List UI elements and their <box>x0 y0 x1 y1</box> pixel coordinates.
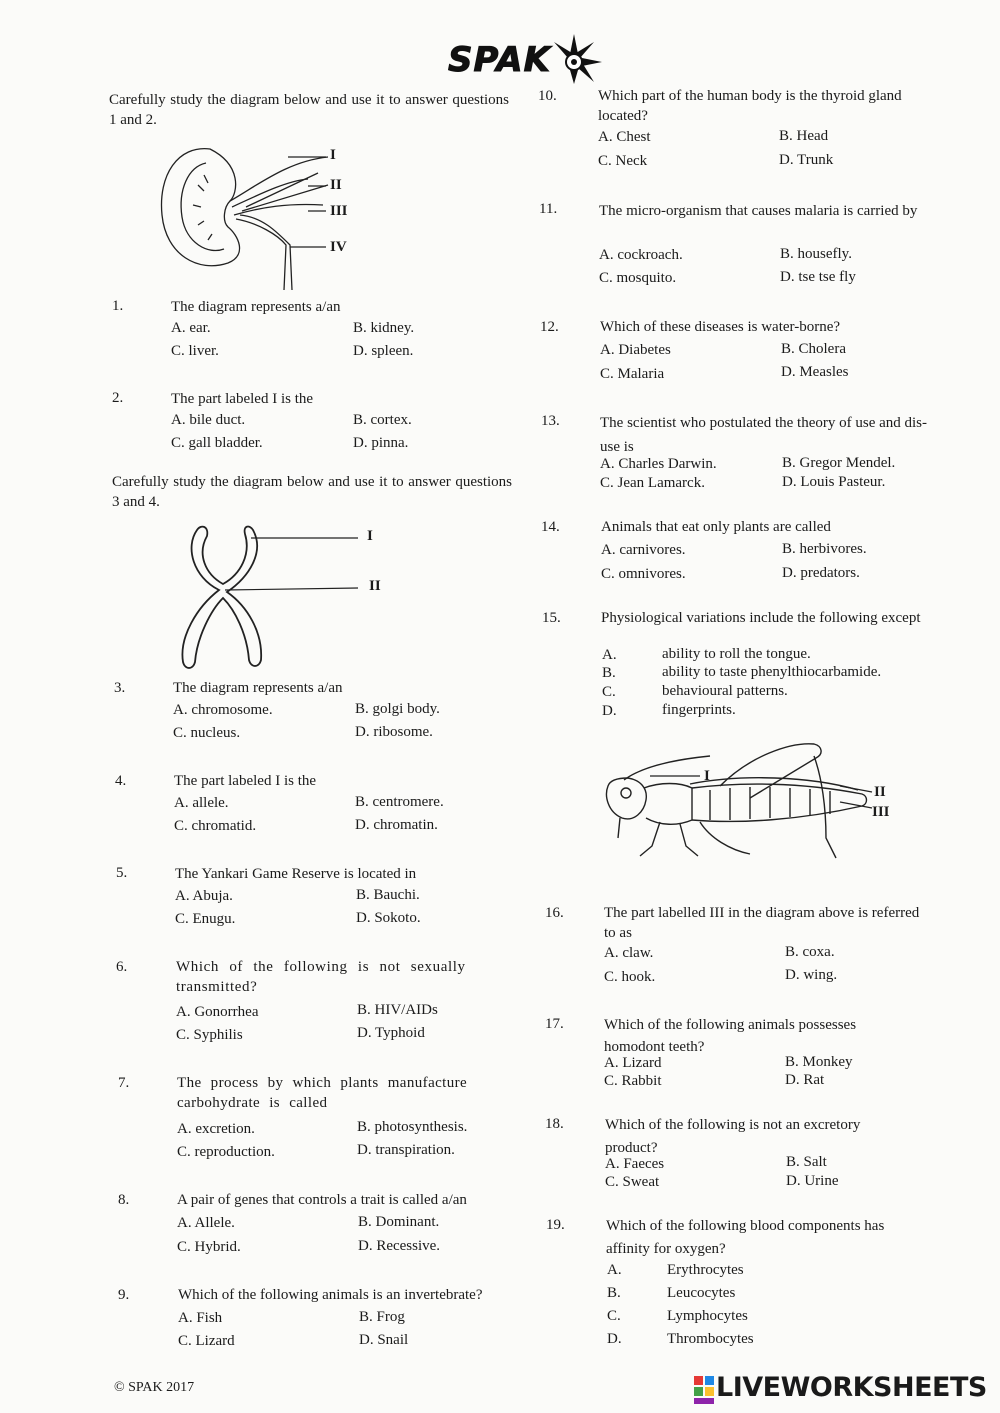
question-text: Which of the following is not sexually transmitted? <box>176 959 466 995</box>
grasshopper-illustration <box>600 738 900 873</box>
option-d-letter[interactable]: D. <box>607 1331 622 1347</box>
option-a[interactable]: A. claw. <box>604 945 654 961</box>
option-d[interactable]: D. Snail <box>359 1332 409 1348</box>
question-number: 12. <box>540 319 559 335</box>
option-a[interactable]: A. excretion. <box>177 1121 255 1137</box>
question-number: 8. <box>118 1192 130 1208</box>
question-text: Animals that eat only plants are called <box>601 519 831 535</box>
option-b[interactable]: B. Head <box>779 128 829 144</box>
option-c[interactable]: C. omnivores. <box>601 566 686 582</box>
option-a[interactable]: A. Abuja. <box>175 888 233 904</box>
option-a[interactable]: A. Chest <box>598 129 651 145</box>
question-number: 1. <box>112 298 124 314</box>
option-d[interactable]: D. Urine <box>786 1173 839 1189</box>
option-b[interactable]: B. kidney. <box>353 320 415 336</box>
kidney-diagram <box>158 145 378 290</box>
option-c[interactable]: C. Neck <box>598 153 648 169</box>
question-text: The diagram represents a/an <box>173 680 343 696</box>
option-d[interactable]: D. transpiration. <box>357 1142 455 1158</box>
option-b[interactable]: B. centromere. <box>355 794 444 810</box>
option-a[interactable]: A. carnivores. <box>601 542 686 558</box>
option-a[interactable]: A. cockroach. <box>599 247 683 263</box>
option-b[interactable]: B. Cholera <box>781 341 846 357</box>
question-number: 6. <box>116 959 128 975</box>
chromosome-diagram <box>175 522 395 672</box>
option-c[interactable]: C. Rabbit <box>604 1073 662 1089</box>
spak-logo <box>444 18 604 82</box>
question-text: The Yankari Game Reserve is located in <box>175 866 417 882</box>
option-a[interactable]: A. Faeces <box>605 1156 665 1172</box>
option-c[interactable]: C. liver. <box>171 343 219 359</box>
option-b-text[interactable]: Leucocytes <box>667 1285 736 1301</box>
copyright-notice: © SPAK 2017 <box>114 1380 195 1395</box>
option-a[interactable]: A. bile duct. <box>171 412 246 428</box>
question-text: Which part of the human body is the thyroid gland located? <box>598 88 902 124</box>
option-c[interactable]: C. nucleus. <box>173 725 241 741</box>
option-c-letter[interactable]: C. <box>607 1308 621 1324</box>
question-number: 17. <box>545 1016 564 1032</box>
question-number: 10. <box>538 88 557 104</box>
question-text: The part labeled I is the <box>174 773 317 789</box>
option-a[interactable]: A. Allele. <box>177 1215 235 1231</box>
option-b[interactable]: B. Gregor Mendel. <box>782 455 896 471</box>
option-d-letter[interactable]: D. <box>602 703 617 719</box>
option-c[interactable]: C. Syphilis <box>176 1027 243 1043</box>
option-c[interactable]: C. chromatid. <box>174 818 257 834</box>
option-d[interactable]: D. predators. <box>782 565 860 581</box>
option-a[interactable]: A. Fish <box>178 1310 223 1326</box>
chromosome-illustration <box>175 522 395 672</box>
question-number: 14. <box>541 519 560 535</box>
grasshopper-label-i: I <box>704 768 710 784</box>
option-b[interactable]: B. coxa. <box>785 944 835 960</box>
option-d[interactable]: D. Recessive. <box>358 1238 441 1254</box>
option-c[interactable]: C. reproduction. <box>177 1144 275 1160</box>
question-text: Which of the following blood components has affinity for oxygen? <box>606 1218 885 1257</box>
liveworksheets-icon <box>694 1376 714 1404</box>
question-number: 3. <box>114 680 126 696</box>
option-c[interactable]: C. mosquito. <box>599 270 677 286</box>
option-c[interactable]: C. gall bladder. <box>171 435 263 451</box>
kidney-label-i: I <box>330 147 336 163</box>
question-number: 4. <box>115 773 127 789</box>
option-d[interactable]: D. spleen. <box>353 343 414 359</box>
option-b[interactable]: B. cortex. <box>353 412 412 428</box>
option-a[interactable]: A. Gonorrhea <box>176 1004 259 1020</box>
option-d[interactable]: D. Typhoid <box>357 1025 425 1041</box>
question-text: A pair of genes that controls a trait is called a/an <box>177 1192 467 1208</box>
question-number: 11. <box>539 201 558 217</box>
option-b-letter[interactable]: B. <box>602 665 616 681</box>
option-b[interactable]: B. HIV/AIDs <box>357 1002 438 1018</box>
option-b[interactable]: B. Dominant. <box>358 1214 440 1230</box>
option-d[interactable]: D. chromatin. <box>355 817 438 833</box>
option-b[interactable]: B. herbivores. <box>782 541 867 557</box>
option-c[interactable]: C. Sweat <box>605 1174 660 1190</box>
intro-q3-4: Carefully study the diagram below and use it to answer questions 3 and 4. <box>112 474 512 510</box>
option-b[interactable]: B. Salt <box>786 1154 827 1170</box>
option-b-text[interactable]: ability to taste phenylthiocarbamide. <box>662 664 882 680</box>
option-d[interactable]: D. ribosome. <box>355 724 433 740</box>
question-number: 15. <box>542 610 561 626</box>
question-number: 7. <box>118 1075 130 1091</box>
intro-q1-2: Carefully study the diagram below and use it to answer questions 1 and 2. <box>109 92 509 128</box>
watermark-text: LIVEWORKSHEETS <box>716 1372 987 1403</box>
question-text: The micro-organism that causes malaria is carried by <box>599 203 918 219</box>
option-a-letter[interactable]: A. <box>602 647 617 663</box>
option-c[interactable]: C. Jean Lamarck. <box>600 475 705 491</box>
question-number: 9. <box>118 1287 130 1303</box>
option-c-letter[interactable]: C. <box>602 684 616 700</box>
option-a[interactable]: A. Diabetes <box>600 342 671 358</box>
option-a[interactable]: A. Charles Darwin. <box>600 456 717 472</box>
question-text: The process by which plants manufacture carbohydrate is called <box>177 1075 468 1111</box>
option-d[interactable]: D. Sokoto. <box>356 910 421 926</box>
question-text: The part labelled III in the diagram above is referred to as <box>604 905 920 941</box>
question-number: 5. <box>116 865 128 881</box>
kidney-label-iii: III <box>330 203 348 219</box>
option-d[interactable]: D. pinna. <box>353 435 409 451</box>
option-d[interactable]: D. Louis Pasteur. <box>782 474 886 490</box>
kidney-label-iv: IV <box>330 239 347 255</box>
option-d-text[interactable]: fingerprints. <box>662 702 736 718</box>
question-text: Physiological variations include the following except <box>601 610 921 626</box>
grasshopper-label-ii: II <box>874 784 886 800</box>
option-a[interactable]: A. allele. <box>174 795 229 811</box>
chromosome-label-ii: II <box>369 578 381 594</box>
option-c-text[interactable]: behavioural patterns. <box>662 683 788 699</box>
question-text: The diagram represents a/an <box>171 299 341 315</box>
option-d[interactable]: D. Rat <box>785 1072 825 1088</box>
question-text: Which of the following animals possesses homodont teeth? <box>604 1017 857 1055</box>
option-c[interactable]: C. Malaria <box>600 366 665 382</box>
option-a-letter[interactable]: A. <box>607 1262 622 1278</box>
question-number: 16. <box>545 905 564 921</box>
option-c[interactable]: C. Lizard <box>178 1333 235 1349</box>
option-b-letter[interactable]: B. <box>607 1285 621 1301</box>
option-c-text[interactable]: Lymphocytes <box>667 1308 748 1324</box>
option-b[interactable]: B. Monkey <box>785 1054 853 1070</box>
option-b[interactable]: B. Bauchi. <box>356 887 420 903</box>
option-d[interactable]: D. Trunk <box>779 152 834 168</box>
question-text: Which of the following animals is an invertebrate? <box>178 1287 483 1303</box>
option-b[interactable]: B. Frog <box>359 1309 405 1325</box>
option-b[interactable]: B. golgi body. <box>355 701 440 717</box>
option-a[interactable]: A. ear. <box>171 320 211 336</box>
question-text: The scientist who postulated the theory of use and dis-use is <box>600 415 928 455</box>
question-text: The part labeled I is the <box>171 391 314 407</box>
option-a-text[interactable]: Erythrocytes <box>667 1262 744 1278</box>
grasshopper-label-iii: III <box>872 804 890 820</box>
kidney-label-ii: II <box>330 177 342 193</box>
option-a[interactable]: A. Lizard <box>604 1055 662 1071</box>
option-c[interactable]: C. Enugu. <box>175 911 236 927</box>
question-number: 19. <box>546 1217 565 1233</box>
option-b[interactable]: B. housefly. <box>780 246 852 262</box>
question-number: 13. <box>541 413 560 429</box>
chromosome-label-i: I <box>367 528 373 544</box>
option-d[interactable]: D. tse tse fly <box>780 269 856 285</box>
question-text: Which of the following is not an excretory product? <box>605 1117 861 1156</box>
option-b[interactable]: B. photosynthesis. <box>357 1119 468 1135</box>
logo-text: SPAK <box>448 40 551 80</box>
option-c[interactable]: C. hook. <box>604 969 656 985</box>
question-number: 18. <box>545 1116 564 1132</box>
option-a-text[interactable]: ability to roll the tongue. <box>662 646 811 662</box>
grasshopper-diagram <box>600 738 900 873</box>
option-d[interactable]: D. wing. <box>785 967 838 983</box>
option-d-text[interactable]: Thrombocytes <box>667 1331 754 1347</box>
option-d[interactable]: D. Measles <box>781 364 849 380</box>
question-number: 2. <box>112 390 124 406</box>
option-c[interactable]: C. Hybrid. <box>177 1239 241 1255</box>
question-text: Which of these diseases is water-borne? <box>600 319 841 335</box>
option-a[interactable]: A. chromosome. <box>173 702 273 718</box>
